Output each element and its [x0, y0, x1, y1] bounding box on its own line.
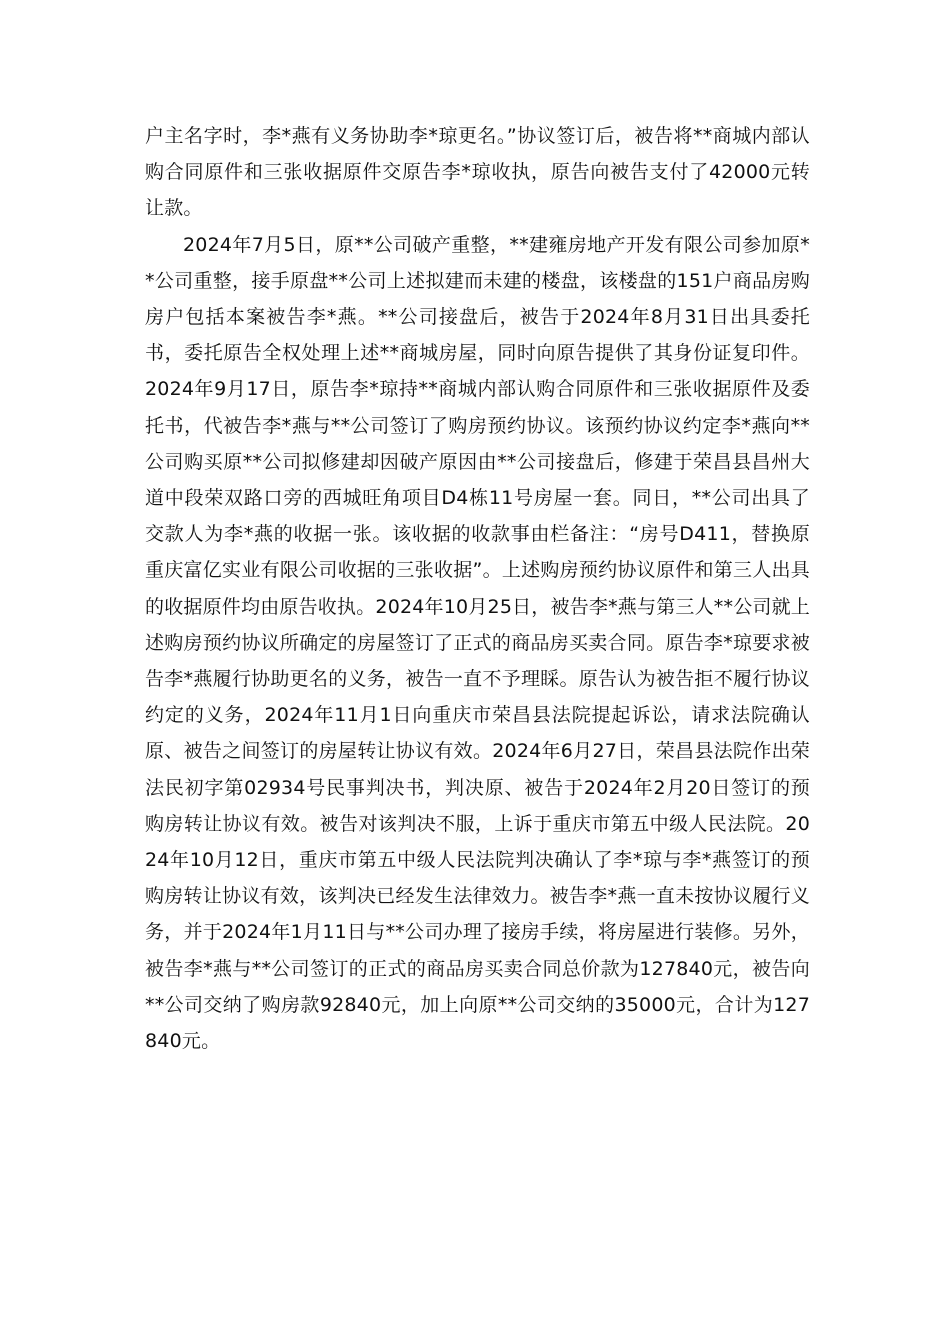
document-body [145, 118, 810, 1059]
paragraph-continuation: 户主名字时，李*燕有义务协助李*琼更名。”协议签订后，被告将**商城内部认购合同原件和三张收据原件交原告李*琼收执，原告向被告支付了42000元转让款。 [145, 125, 810, 220]
paragraph-facts: 2024年7月5日，原**公司破产重整，**建雍房地产开发有限公司参加原**公司重整，接手原盘**公司上述拟建而未建的楼盘，该楼盘的151户商品房购房户包括本案被告李*燕。**公司接盘后，被告于2024年8月31日出具委托书，委托原告全权处理上述**商城房屋，同时向原告提供了其身份证复印件。2024年9月17日，原告李*琼持**商城内部认购合同原件和三张收据原件及委托书，代被告李*燕与**公司签订了购房预约协议。该预约协议约定李*燕向**公司购买原**公司拟修建却因破产原因由**公司接盘后，修建于荣昌县昌州大道中段荣双路口旁的西城旺角项目D4栋11号房屋一套。同日，**公司出具了交款人为李*燕的收据一张。该收据的收款事由栏备注：“房号D411，替换原重庆富亿实业有限公司收据的三张收据”。上述购房预约协议原件和第三人出具的收据原件均由原告收执。2024年10月25日，被告李*燕与第三人**公司就上述购房预约协议所确定的房屋签订了正式的商品房买卖合同。原告李*琼要求被告李*燕履行协助更名的义务，被告一直不予理睬。原告认为被告拒不履行协议约定的义务，2024年11月1日向重庆市荣昌县法院提起诉讼，请求法院确认原、被告之间签订的房屋转让协议有效。2024年6月27日，荣昌县法院作出荣法民初字第02934号民事判决书，判决原、被告于2024年2月20日签订的预购房转让协议有效。被告对该判决不服，上诉于重庆市第五中级人民法院。2024年10月12日，重庆市第五中级人民法院判决确认了李*琼与李*燕签订的预购房转让协议有效，该判决已经发生法律效力。被告李*燕一直未按协议履行义务，并于2024年1月11日与**公司办理了接房手续，将房屋进行装修。另外，被告李*燕与**公司签订的正式的商品房买卖合同总价款为127840元，被告向**公司交纳了购房款92840元，加上向原**公司交纳的35000元，合计为127840元。 [145, 233, 811, 1053]
